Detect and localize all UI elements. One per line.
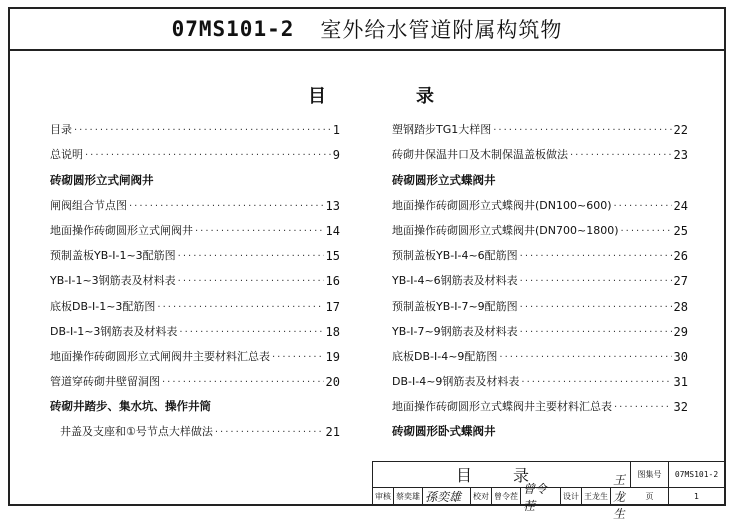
toc-entry-label: 砖砌圆形立式蝶阀井 [392,172,496,187]
toc-leader-dots [179,327,323,339]
toc-entry [50,188,340,213]
toc-entry-label: 预制盖板YB-Ⅰ-7~9配筋图 [392,299,518,313]
atlas-no-label: 图集号 [631,462,669,488]
toc-page-number: 26 [673,249,688,264]
toc-entry-label: 地面操作砖砌圆形立式蝶阀井(DN700~1800) [392,223,619,237]
toc-entry [50,364,340,389]
design-name: 王龙生 [582,488,611,505]
atlas-code: 07MS101-2 [171,17,295,41]
toc-entry-label: 砖砌井踏步、集水坑、操作井筒 [50,399,211,414]
toc-leader-dots [521,377,671,389]
toc-leader-dots [499,352,671,364]
toc-page-number: 14 [325,223,340,238]
toc-entry [392,339,688,364]
toc-page-number: 21 [325,425,340,440]
toc-leader-dots [520,276,672,288]
toc-page-number: 1 [332,123,340,138]
toc-leader-dots [272,352,324,364]
toc-entry-label: YB-Ⅰ-4~6钢筋表及材料表 [392,274,518,288]
toc-entry [50,339,340,364]
toc-entry-label: YB-Ⅰ-1~3钢筋表及材料表 [50,274,176,288]
toc-page-number: 9 [332,148,340,163]
toc-entry [392,314,688,339]
toc-page-number: 30 [673,349,688,364]
toc-page-number: 24 [673,198,688,213]
toc-entry [50,263,340,288]
toc-leader-dots [614,402,672,414]
toc-section-heading [392,414,688,439]
toc-entry-label: 目录 [50,123,72,137]
toc-leader-dots [85,150,331,162]
toc-leader-dots [570,150,672,162]
toc-leader-dots [195,226,324,238]
toc-entry [392,112,688,137]
toc-leader-dots [157,302,323,314]
toc-entry-label: 预制盖板YB-Ⅰ-1~3配筋图 [50,249,176,263]
toc-section-heading [50,162,340,187]
toc-entry-label: 塑钢踏步TG1大样图 [392,123,492,137]
toc-entry [50,314,340,339]
toc-heading-right: 录 [416,86,434,107]
toc-entry [50,288,340,313]
title-block [372,461,726,521]
toc-entry-label: 砖砌圆形卧式蝶阀井 [392,424,496,439]
design-signature: 王龙生 [613,473,626,521]
page-number: 1 [669,488,725,505]
toc-leader-dots [520,327,672,339]
toc-page-number: 16 [325,274,340,289]
toc-heading-left: 目 [308,86,326,107]
toc-entry-label: 地面操作砖砌圆形立式蝶阀井(DN100~600) [392,198,612,212]
toc-entry-label: 底板DB-Ⅰ-1~3配筋图 [50,299,156,313]
toc-leader-dots [162,377,324,389]
toc-page-number: 31 [673,375,688,390]
toc-entry [50,238,340,263]
check-signature: 曾令茬 [521,488,561,505]
toc-leader-dots [614,201,672,213]
toc-entry [392,188,688,213]
toc-page-number: 27 [673,274,688,289]
toc-page-number: 17 [325,299,340,314]
sheet-header [10,9,724,51]
toc-entry [392,288,688,313]
toc-entry [392,389,688,414]
toc-entry [50,112,340,137]
toc-entry [392,213,688,238]
atlas-no-value: 07MS101-2 [669,462,725,488]
toc-entry [50,414,340,439]
toc-entry [50,213,340,238]
toc-leader-dots [493,125,671,137]
toc-leader-dots [178,251,324,263]
toc-leader-dots [215,427,324,439]
toc-page-number: 22 [673,123,688,138]
design-label: 设计 [561,488,582,505]
toc-leader-dots [74,125,331,137]
toc-entry [392,238,688,263]
toc-entry [392,137,688,162]
toc-leader-dots [178,276,324,288]
toc-entry-label: 预制盖板YB-Ⅰ-4~6配筋图 [392,249,518,263]
toc-leader-dots [520,302,672,314]
toc-entry-label: 井盖及支座和①号节点大样做法 [60,425,213,439]
toc-entry-label: 地面操作砖砌圆形立式闸阀井 [50,223,193,237]
toc-page-number: 20 [325,375,340,390]
drawing-sheet [8,7,726,521]
toc-entry-label: YB-Ⅰ-7~9钢筋表及材料表 [392,324,518,338]
toc-page-number: 18 [325,324,340,339]
sheet-title: 室外给水管道附属构筑物 [320,18,563,42]
toc-page-number: 19 [325,349,340,364]
review-label: 审核 [373,488,394,505]
toc-entry-label: DB-Ⅰ-4~9钢筋表及材料表 [392,375,520,389]
page-label: 页 [631,488,669,505]
check-name: 曾令茬 [492,488,521,505]
toc-entry-label: 地面操作砖砌圆形立式闸阀井主要材料汇总表 [50,349,270,363]
toc-page-number: 28 [673,299,688,314]
toc-left-column [50,112,340,439]
toc-entry-label: 闸阀组合节点图 [50,198,127,212]
toc-entry-label: DB-Ⅰ-1~3钢筋表及材料表 [50,324,178,338]
toc-section-heading [50,389,340,414]
toc-entry-label: 砖砌井保温井口及木制保温盖板做法 [392,148,568,162]
toc-page-number: 32 [673,400,688,415]
toc-page-number: 13 [325,198,340,213]
toc-entry-label: 砖砌圆形立式闸阀井 [50,172,154,187]
title-block-name: 目 录 [373,462,631,488]
toc-entry-label: 管道穿砖砌井壁留洞图 [50,375,160,389]
check-label: 校对 [471,488,492,505]
review-signature: 孫奕雄 [423,488,471,505]
toc-entry [392,364,688,389]
toc-entry-label: 总说明 [50,148,83,162]
toc-entry-label: 底板DB-Ⅰ-4~9配筋图 [392,349,498,363]
toc-entry [50,137,340,162]
toc-page-number: 25 [673,223,688,238]
toc-page-number: 15 [325,249,340,264]
toc-entry [392,263,688,288]
toc-entry-label: 地面操作砖砌圆形立式蝶阀井主要材料汇总表 [392,400,612,414]
toc-right-column [392,112,688,439]
toc-leader-dots [621,226,672,238]
toc-section-heading [392,162,688,187]
toc-page-number: 29 [673,324,688,339]
review-name: 蔡奕雄 [394,488,423,505]
toc-page-number: 23 [673,148,688,163]
toc-leader-dots [520,251,672,263]
toc-leader-dots [129,201,324,213]
